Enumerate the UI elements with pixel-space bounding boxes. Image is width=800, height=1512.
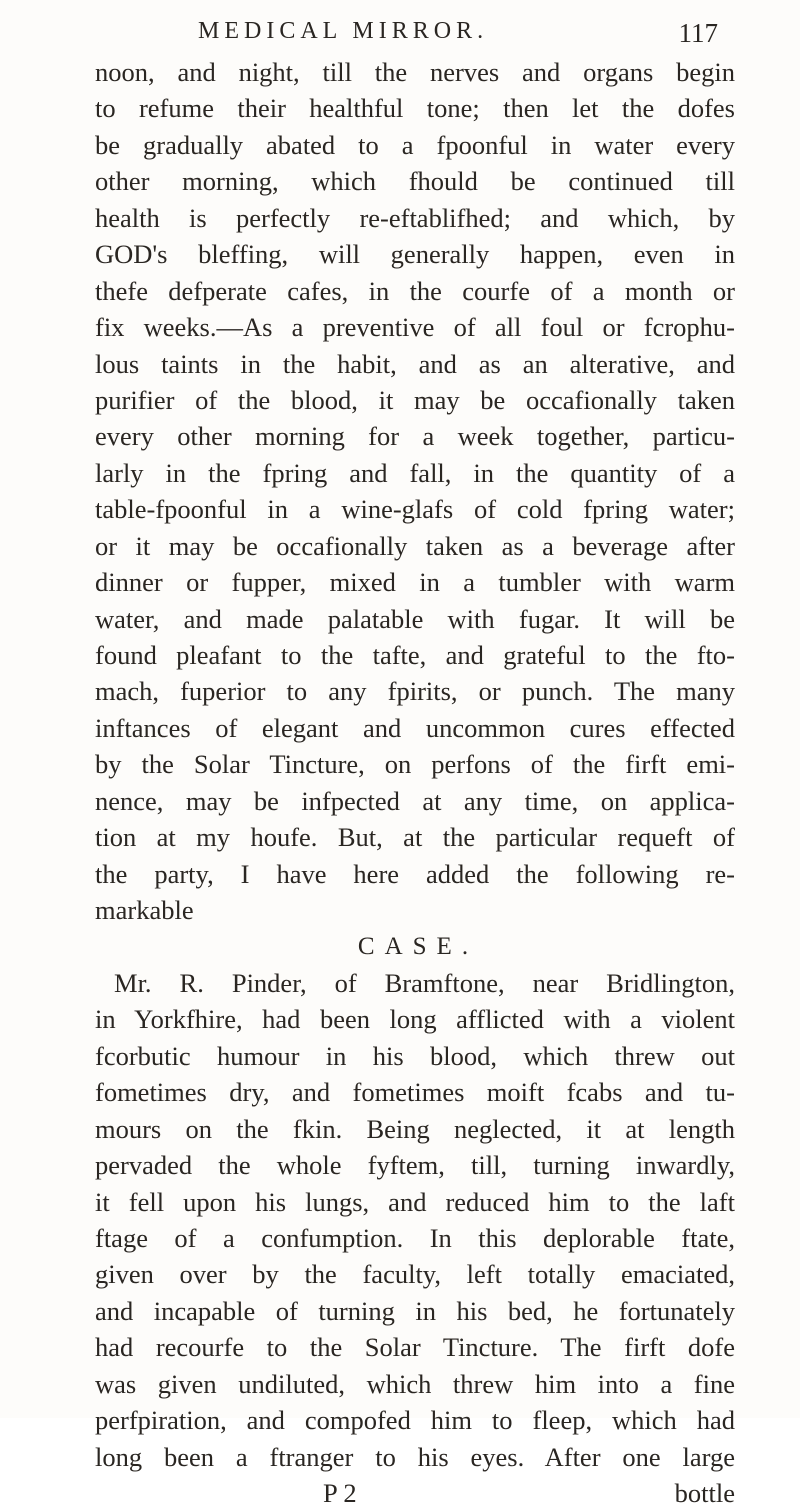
text-line: noon, and night, till the nerves and organs begin [95, 57, 735, 87]
text-line: perfpiration, and compofed him to fleep, which had [95, 1405, 735, 1436]
text-line: was given undiluted, which threw him into a fine [95, 1368, 735, 1399]
page-number: 117 [678, 18, 718, 48]
case-heading: CASE. [357, 932, 479, 960]
text-line: mours on the fkin. Being neglected, it at length [95, 1113, 735, 1144]
text-line: water, and made palatable with fugar. It will be [95, 603, 735, 634]
signature-mark: P 2 [323, 1478, 357, 1509]
text-line: the party, I have here added the following re- [95, 858, 735, 889]
text-line: tion at my houfe. But, at the particular requeft of [95, 822, 735, 853]
text-line: thefe defperate cafes, in the courfe of a month or [95, 275, 735, 306]
catchword: bottle [674, 1478, 735, 1509]
text-line: long been a ftranger to his eyes. After one large [95, 1441, 735, 1472]
text-line: GOD's bleffing, will generally happen, even in [95, 239, 735, 270]
text-line: mach, fuperior to any fpirits, or punch. The many [95, 676, 735, 707]
text-line: health is perfectly re-eftablifhed; and which, by [95, 202, 735, 233]
text-line: purifier of the blood, it may be occafionally taken [95, 384, 735, 415]
text-line: had recourfe to the Solar Tincture. The firft dofe [95, 1332, 735, 1363]
text-line: dinner or fupper, mixed in a tumbler with warm [95, 567, 735, 598]
text-line: be gradually abated to a fpoonful in water every [95, 129, 735, 160]
text-line: given over by the faculty, left totally emaciated, [95, 1259, 735, 1290]
text-line: and incapable of turning in his bed, he fortunately [95, 1295, 735, 1326]
text-line: fix weeks.—As a preventive of all foul or fcrophu- [95, 312, 735, 343]
text-line: Mr. R. Pinder, of Bramftone, near Bridlington, [114, 967, 735, 998]
page-footer [95, 1475, 735, 1511]
text-line: inftances of elegant and uncommon cures effected [95, 712, 735, 743]
text-line: pervaded the whole fyftem, till, turning inwardly, [95, 1150, 735, 1181]
text-line: it fell upon his lungs, and reduced him to the laft [95, 1186, 735, 1217]
text-line: lous taints in the habit, and as an alterative, and [95, 348, 735, 379]
text-line: nence, may be infpected at any time, on applica- [95, 785, 735, 816]
body-text [95, 54, 735, 1512]
text-line: markable [95, 895, 194, 926]
text-line: found pleafant to the tafte, and grateful to the fto- [95, 640, 735, 670]
text-line: fometimes dry, and fometimes moift fcabs and tu- [95, 1077, 735, 1108]
running-head [198, 10, 718, 52]
text-line: table-fpoonful in a wine-glafs of cold fpring water; [95, 494, 735, 525]
text-line: other morning, which fhould be continued till [95, 166, 735, 197]
text-line: ftage of a confumption. In this deplorable ftate, [95, 1223, 735, 1253]
text-line: larly in the fpring and fall, in the quantity of a [95, 457, 735, 488]
text-line: fcorbutic humour in his blood, which threw out [95, 1040, 735, 1071]
text-line: to refume their healthful tone; then let the dofes [95, 93, 735, 124]
running-title: MEDICAL MIRROR. [198, 18, 489, 44]
text-line: or it may be occafionally taken as a beverage after [95, 530, 735, 561]
text-line: by the Solar Tincture, on perfons of the firft emi- [95, 749, 735, 780]
text-line: in Yorkfhire, had been long afflicted with a violent [95, 1004, 735, 1035]
text-line: every other morning for a week together, particu- [95, 421, 735, 452]
